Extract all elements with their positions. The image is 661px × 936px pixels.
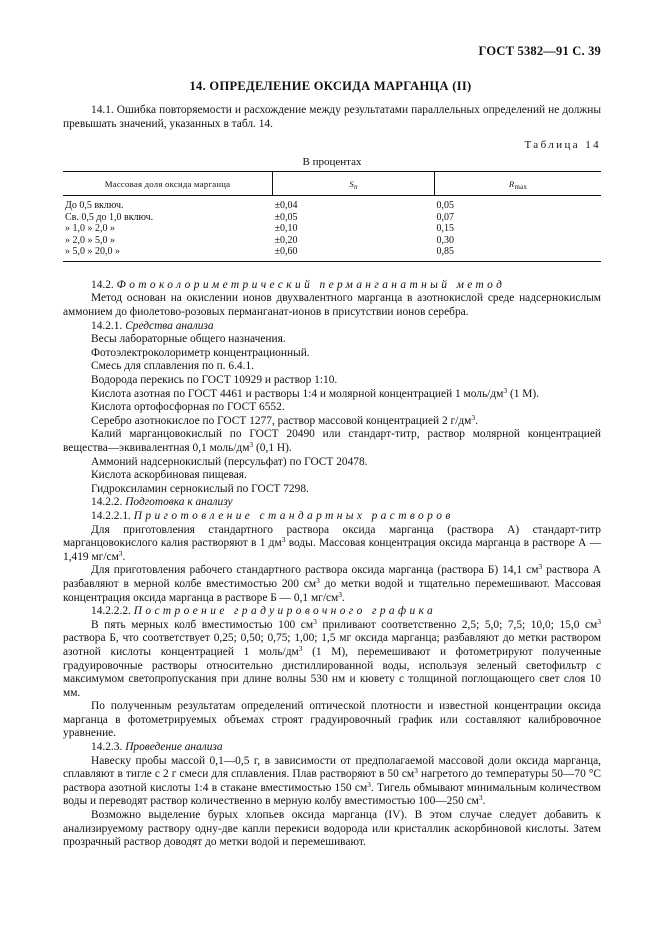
header-mass-fraction: Массовая доля оксида марганца: [63, 172, 273, 196]
section-title: 14. ОПРЕДЕЛЕНИЕ ОКСИДА МАРГАНЦА (II): [189, 79, 472, 93]
row-sn: ±0,20: [274, 234, 298, 246]
superscript: 3: [316, 575, 320, 585]
clause-title: Проведение анализа: [125, 741, 223, 754]
table-14: [63, 171, 601, 262]
superscript: 3: [313, 616, 317, 626]
clause-title: Построение градуировочного графика: [133, 605, 437, 618]
paragraph-graph: По полученным результатам определений оптической плотности и известной концентрации оксида марганца в фотометрируемых объемах строят градуировочный график или составляют калибровочное уравнение.: [63, 700, 601, 740]
row-rmax: 0,07: [436, 211, 454, 223]
reagent-item: Аммоний надсернокислый (персульфат) по ГОСТ 20478.: [91, 455, 368, 468]
table-row: [63, 212, 601, 224]
row-range: » 2,0 » 5,0 »: [65, 234, 115, 246]
reagent-item: Водорода перекись по ГОСТ 10929 и раствор 1:10.: [91, 374, 338, 387]
clause-title: Подготовка к анализу: [125, 496, 233, 509]
row-range: До 0,5 включ.: [65, 200, 124, 212]
superscript: 3: [597, 616, 601, 626]
paragraph-14-1: 14.1. Ошибка повторяемости и расхождение между результатами параллельных определений не должны превышать значений, указанных в табл. 14.: [63, 104, 601, 130]
text-run: .: [342, 591, 345, 604]
table-header-row: [63, 172, 601, 196]
reagent-text: Кислота азотная по ГОСТ 4461 и растворы 1:4 и молярной концентрацией 1 моль/дм: [91, 387, 504, 400]
row-range: » 5,0 » 20,0 »: [63, 246, 273, 261]
text-run: . Тигель обмывают минимальным количеством воды и переводят раствор количественно в мерную колбу вместимостью 100—250 см: [63, 781, 602, 808]
row-sn: ±0,05: [274, 211, 298, 223]
clause-title: Приготовление стандартных растворов: [133, 509, 454, 522]
clause-number: 14.2.1.: [91, 319, 123, 332]
paragraph-calibration: [63, 616, 602, 701]
row-range: » 1,0 » 2,0 »: [65, 223, 115, 235]
heading-14-2-1: [63, 320, 601, 334]
header-rmax: [435, 172, 602, 196]
paragraph-standard-a: [63, 524, 601, 565]
table-row: [63, 196, 601, 212]
text-run: (1 М), перемешивают и фотометрируют полученные градуировочные растворы относительно дистиллированной воды, используя зеленый светофильтр с максимумом светопропускания при длине волны 530 нм и кювету с толщиной поглощающего свет слоя 10 мм.: [63, 645, 602, 699]
row-sn: ±0,60: [273, 246, 435, 261]
heading-14-2-3: [63, 741, 601, 755]
table-label: Таблица 14: [524, 139, 601, 152]
clause-title: Средства анализа: [125, 319, 214, 332]
text-run: В пять мерных колб вместимостью 100 см: [91, 618, 314, 631]
superscript: 3: [471, 412, 476, 422]
text-run: приливают соответственно 2,5; 5,0; 7,5; 10,0; 15,0 см: [316, 618, 598, 631]
clause-number: 14.2.2.2.: [91, 605, 131, 618]
superscript: 3: [538, 562, 543, 572]
table-row: [63, 235, 601, 247]
clause-number: 14.2.2.: [91, 496, 123, 509]
page-body: [63, 104, 601, 850]
text-run: Навеску пробы массой 0,1—0,5 г, в зависимости от предполагаемой массовой доли оксида марганца, сплавляют в тигле с 2 г смеси для сплавления. Плав растворяют в 50 см: [63, 754, 601, 781]
clause-number: 14.2.2.1.: [91, 509, 131, 522]
heading-14-2-2-2: [63, 605, 601, 619]
text-run: воды. Массовая концентрация оксида марганца в растворе А — 1,419 мг/см: [63, 537, 602, 563]
text-run: Для приготовления стандартного раствора оксида марганца (раствора А) стандарт-титр марганцовокислого калия растворяют в 1 дм: [63, 523, 601, 550]
text-run: до метки водой и тщательно перемешивают. Массовая концентрация оксида марганца в растворе Б — 0,1 мг/см: [63, 577, 601, 604]
table-unit: В процентах: [302, 155, 362, 168]
reagent-item: [63, 428, 601, 455]
row-rmax: 0,30: [436, 234, 454, 246]
row-sn: ±0,10: [274, 223, 298, 235]
paragraph-method: Метод основан на окислении ионов двухвалентного марганца в азотнокислой среде надсернокислым аммонием до фиолетово-розовых перманганат-ионов в присутствии ионов серебра.: [63, 292, 601, 319]
header-n-subscript: n: [353, 182, 358, 191]
reagent-item: Кислота ортофосфорная по ГОСТ 6552.: [91, 401, 285, 414]
superscript: 3: [478, 793, 483, 803]
superscript: 3: [298, 643, 303, 653]
row-rmax: 0,15: [436, 223, 454, 235]
heading-14-2-2: [63, 496, 601, 510]
header-r-symbol: R: [508, 178, 515, 189]
page-header: ГОСТ 5382—91 С. 39: [478, 44, 601, 58]
row-range: Св. 0,5 до 1,0 включ.: [65, 211, 154, 223]
clause-number: 14.2.3.: [91, 741, 123, 754]
superscript: 3: [414, 766, 418, 776]
reagent-text: Калий марганцовокислый по ГОСТ 20490 или стандарт-титр, раствор молярной концентрацией вещества—эквивалентная 0,1 моль/дм: [63, 428, 601, 454]
reagent-text: Серебро азотнокислое по ГОСТ 1277, раствор массовой концентрацией 2 г/дм: [91, 414, 472, 427]
reagent-text: .: [475, 414, 478, 427]
reagent-text: (0,1 Н).: [253, 442, 292, 454]
text-run: Для приготовления рабочего стандартного раствора оксида марганца (раствора Б) 14,1 см: [91, 564, 539, 577]
header-max-subscript: max: [514, 182, 528, 191]
table-row: [63, 246, 601, 261]
text-run: раствора А разбавляют в мерной колбе вместимостью 200 см: [63, 564, 601, 590]
heading-14-2: [63, 279, 601, 293]
paragraph-analysis: [63, 755, 601, 809]
reagent-item: Фотоэлектроколориметр концентрационный.: [91, 346, 310, 359]
reagent-item: Гидроксиламин сернокислый по ГОСТ 7298.: [91, 482, 309, 495]
reagent-item: Смесь для сплавления по п. 6.4.1.: [91, 360, 255, 373]
row-rmax: 0,05: [436, 200, 454, 212]
reagent-item: [63, 412, 601, 429]
row-rmax: 0,85: [435, 246, 602, 261]
paragraph-standard-b: [63, 564, 601, 605]
reagent-item: Весы лабораторные общего назначения.: [91, 333, 286, 346]
clause-number: 14.2.: [91, 278, 114, 291]
text-run: нагретого до температуры 50—70 °С раствора азотной кислоты 1:4 в стакане вместимостью 150 см: [63, 768, 601, 794]
superscript: 3: [338, 589, 343, 599]
superscript: 3: [367, 779, 371, 789]
text-run: раствора Б, что соответствует 0,25; 0,50; 0,75; 1,00; 1,5 мг оксида марганца; разбавляют до метки раствором азотной кислоты концентрацией 1 моль/дм: [63, 632, 601, 658]
superscript: 3: [118, 548, 123, 558]
superscript: 3: [281, 535, 286, 545]
paragraph-precipitate: Возможно выделение бурых хлопьев оксида марганца (IV). В этом случае следует добавить к анализируемому раствору одну-две капли перекиси водорода или кристаллик аскорбиновой кислоты. Затем прозрачный раствор доводят до метки водой и перемешивают.: [63, 809, 601, 849]
row-sn: ±0,04: [274, 200, 298, 212]
superscript: 3: [503, 385, 508, 395]
text-run: .: [122, 550, 126, 563]
reagent-text: (1 М).: [507, 387, 540, 400]
reagent-item: Кислота аскорбиновая пищевая.: [91, 469, 247, 482]
table-row: [63, 223, 601, 235]
header-sn: [273, 172, 435, 196]
clause-title: Фотоколориметрический перманганатный метод: [116, 278, 506, 291]
heading-14-2-2-1: [63, 510, 601, 524]
text-run: .: [482, 795, 486, 808]
superscript: 3: [249, 440, 254, 449]
reagent-item: [63, 385, 601, 402]
header-s-symbol: S: [349, 178, 354, 189]
